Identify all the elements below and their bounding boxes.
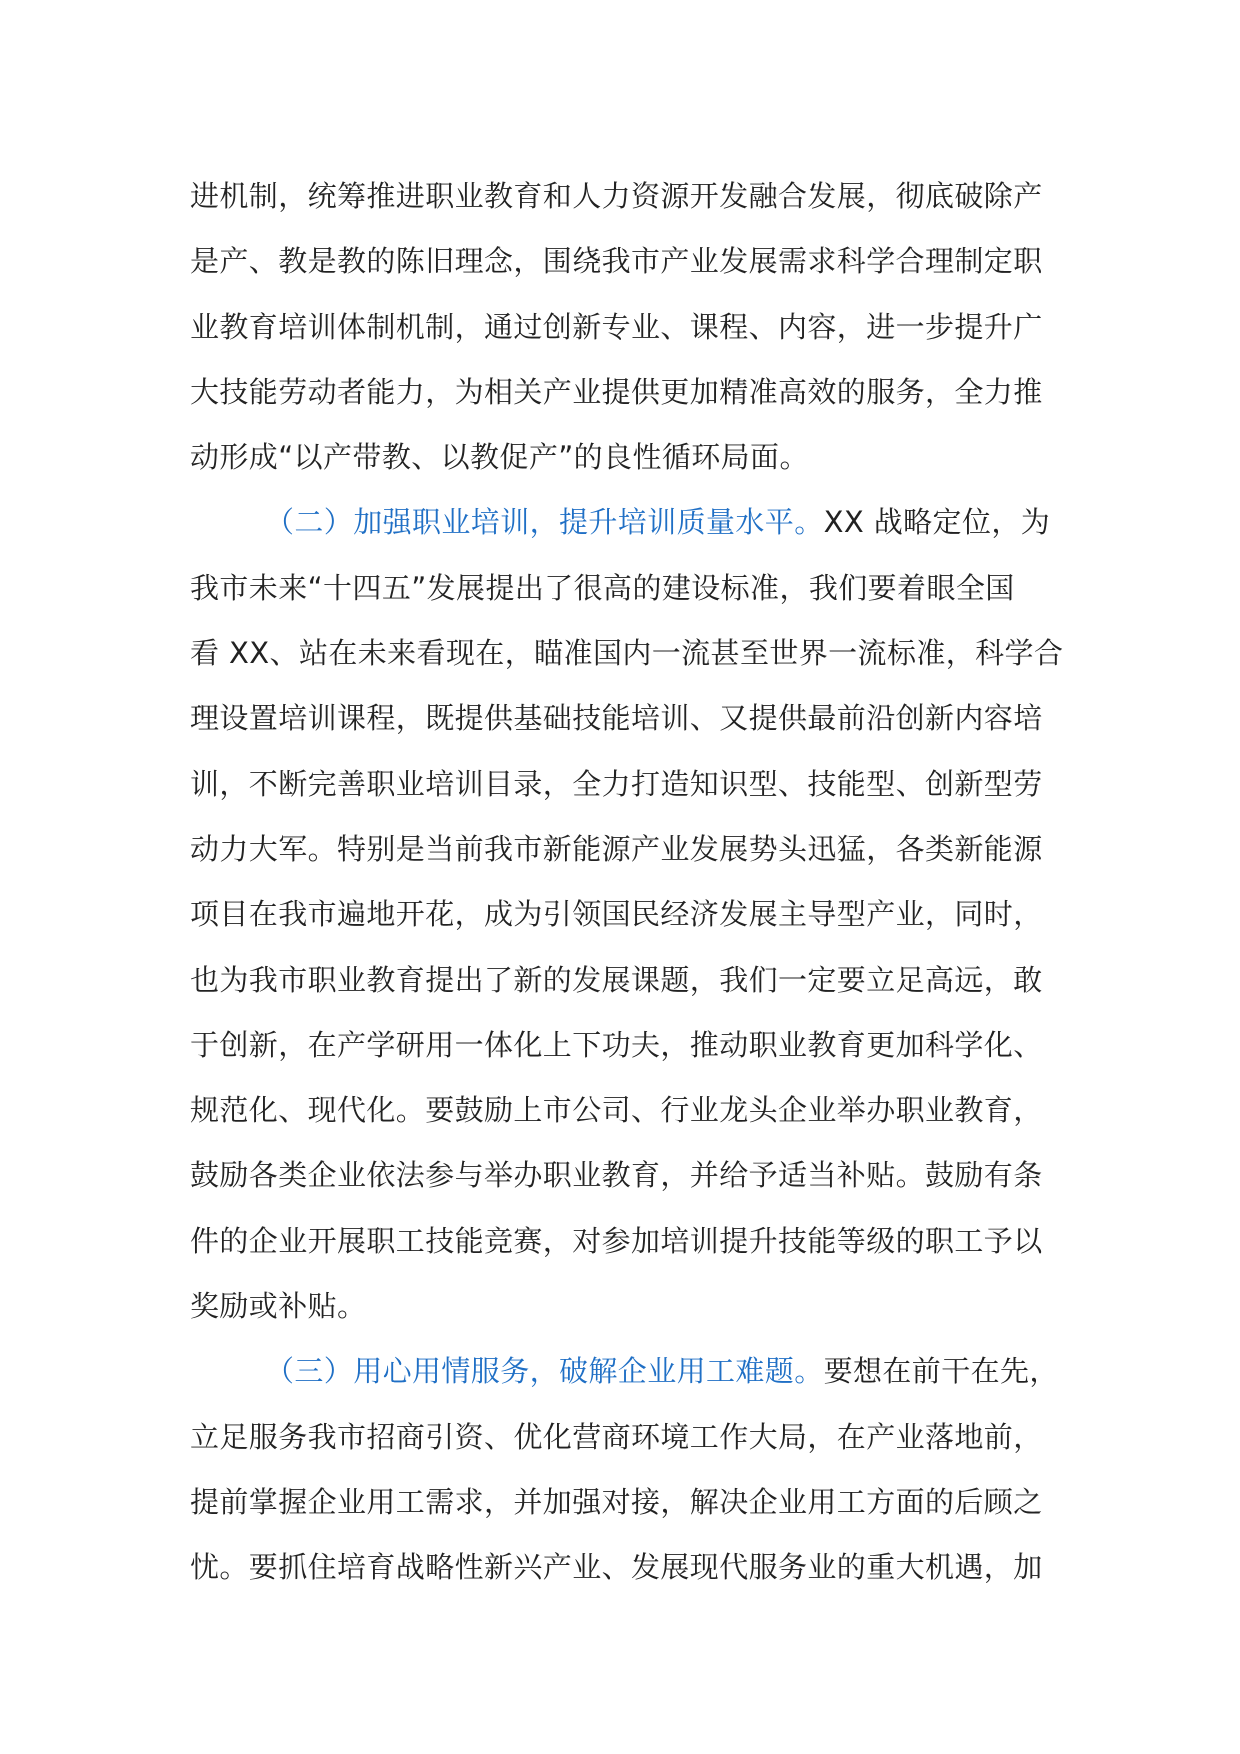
text-line <box>190 490 1060 555</box>
text-line: 动形成“以产带教、以教促产”的良性循环局面。 <box>190 440 809 475</box>
text-line: 于创新，在产学研用一体化上下功夫，推动职业教育更加科学化、 <box>190 1027 1043 1062</box>
paragraph-1 <box>190 164 1060 490</box>
text-line: 也为我市职业教育提出了新的发展课题，我们一定要立足高远，敢 <box>190 962 1043 997</box>
text-line: 我市未来“十四五”发展提出了很高的建设标准，我们要着眼全国 <box>190 570 1015 605</box>
text-line: 忧。要抓住培育战略性新兴产业、发展现代服务业的重大机遇，加 <box>190 1550 1043 1585</box>
text-line: 立足服务我市招商引资、优化营商环境工作大局，在产业落地前， <box>190 1419 1043 1454</box>
paragraph-3 <box>190 1339 1060 1600</box>
section-heading-3: （三）用心用情服务，破解企业用工难题。 <box>265 1354 824 1389</box>
text-run: 要想在前干在先， <box>823 1354 1059 1389</box>
text-line: 进机制，统筹推进职业教育和人力资源开发融合发展，彻底破除产 <box>190 179 1043 213</box>
text-line <box>190 1339 1060 1404</box>
paragraph-2 <box>190 490 1064 1339</box>
document-page <box>190 164 1064 1601</box>
text-line: 鼓励各类企业依法参与举办职业教育，并给予适当补贴。鼓励有条 <box>190 1158 1043 1193</box>
text-line: 是产、教是教的陈旧理念，围绕我市产业发展需求科学合理制定职 <box>190 244 1043 279</box>
text-line: 项目在我市遍地开花，成为引领国民经济发展主导型产业，同时， <box>190 897 1043 932</box>
section-heading-2: （二）加强职业培训，提升培训质量水平。 <box>265 505 824 540</box>
text-line: 理设置培训课程，既提供基础技能培训、又提供最前沿创新内容培 <box>190 701 1043 736</box>
text-line: 大技能劳动者能力，为相关产业提供更加精准高效的服务，全力推 <box>190 374 1043 409</box>
text-line: 业教育培训体制机制，通过创新专业、课程、内容，进一步提升广 <box>190 309 1043 344</box>
text-line: 看 XX、站在未来看现在，瞄准国内一流甚至世界一流标准，科学合 <box>190 636 1064 671</box>
text-run: XX 战略定位，为 <box>823 505 1051 540</box>
text-line: 件的企业开展职工技能竞赛，对参加培训提升技能等级的职工予以 <box>190 1223 1043 1258</box>
text-line: 奖励或补贴。 <box>190 1289 367 1324</box>
text-line: 规范化、现代化。要鼓励上市公司、行业龙头企业举办职业教育， <box>190 1093 1043 1128</box>
text-line: 动力大军。特别是当前我市新能源产业发展势头迅猛，各类新能源 <box>190 831 1043 866</box>
text-line: 提前掌握企业用工需求，并加强对接，解决企业用工方面的后顾之 <box>190 1484 1043 1519</box>
text-line: 训，不断完善职业培训目录，全力打造知识型、技能型、创新型劳 <box>190 766 1043 801</box>
